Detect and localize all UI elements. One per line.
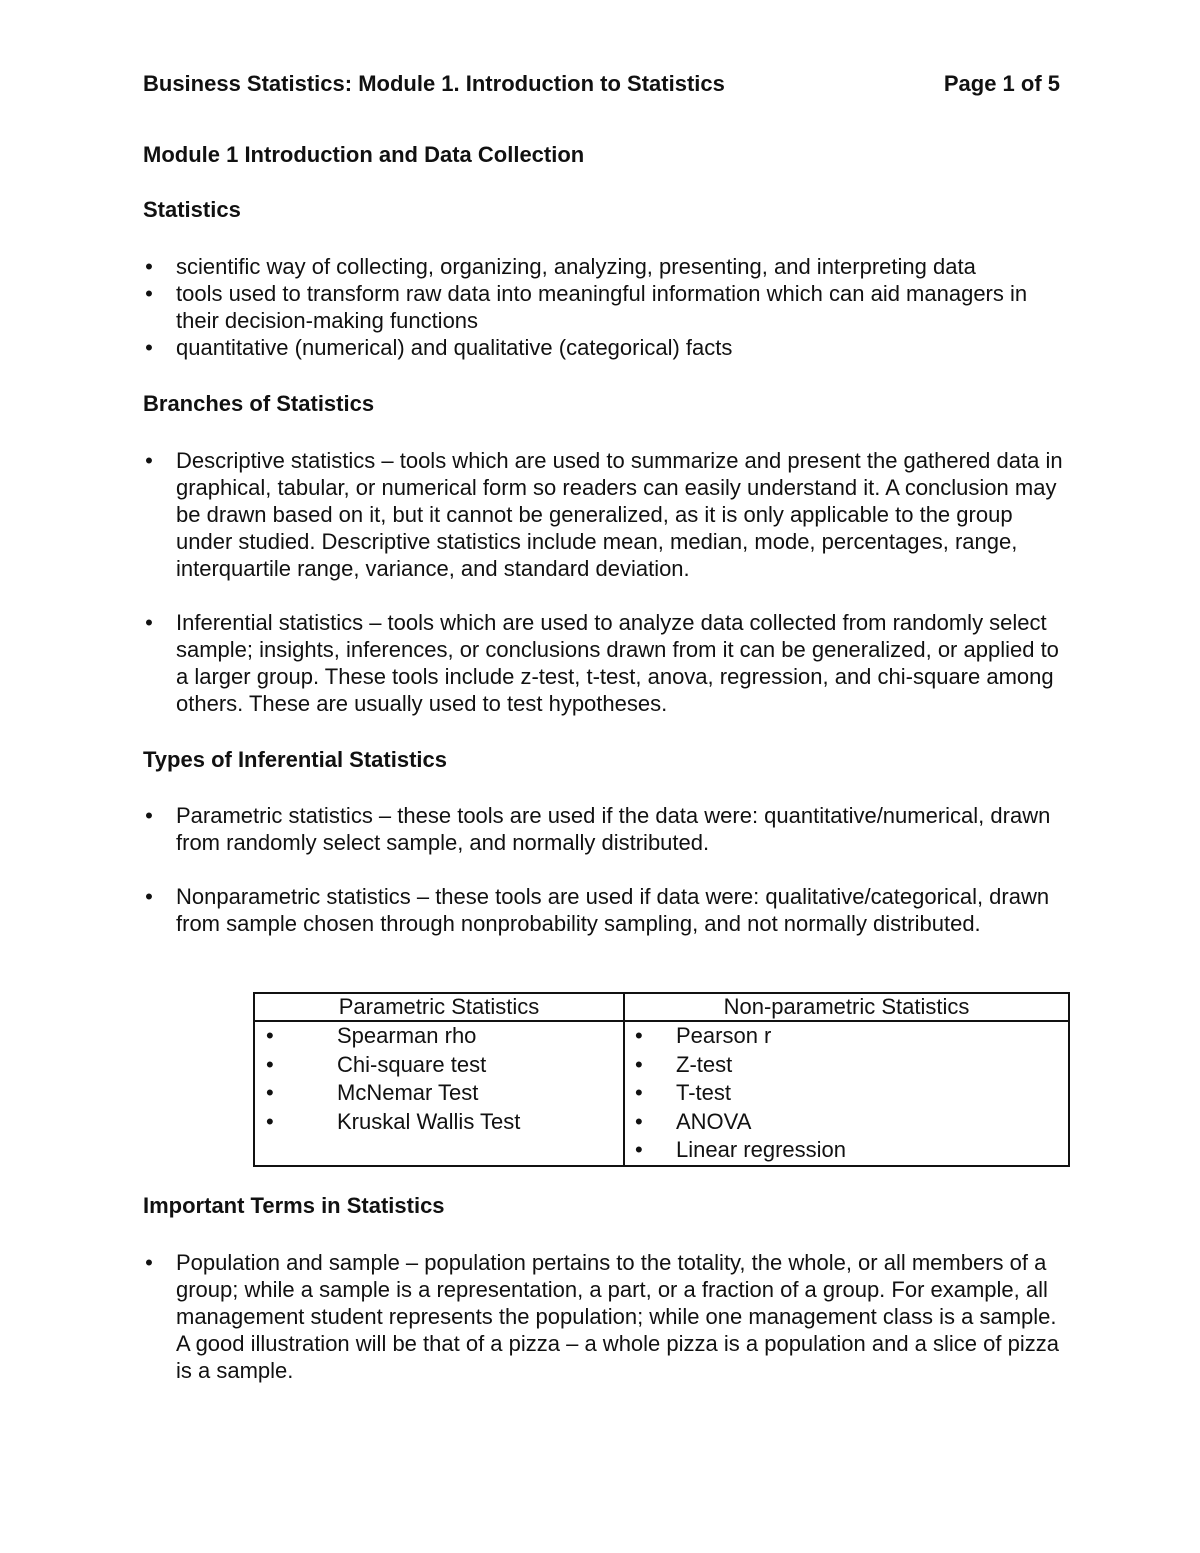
list-item: • Population and sample – population pertains to the totality, the whole, or all members of a group; while a sample is a representation, a part, or a fraction of a group. For example, all management student represents the population; while one management class is a sample. A good illustration will be that of a pizza – a whole pizza is a population and a slice of pizza is a sample. xyxy=(143,1249,1063,1384)
bullet-icon: • xyxy=(635,1051,643,1077)
bullet-icon: • xyxy=(145,803,153,828)
bullet-icon: • xyxy=(145,610,153,635)
branches-list xyxy=(143,447,1063,717)
table-header-row xyxy=(254,993,1069,1021)
statistics-comparison-table xyxy=(253,992,1070,1167)
parametric-cell xyxy=(254,1021,624,1166)
bullet-icon: • xyxy=(145,335,153,360)
list-item: • Linear regression xyxy=(625,1136,1068,1165)
list-item: • McNemar Test xyxy=(255,1079,623,1108)
list-item: • Parametric statistics – these tools are used if the data were: quantitative/numerical, drawn from randomly select sample, and normally distributed. xyxy=(143,802,1063,856)
document-header-title: Business Statistics: Module 1. Introduction to Statistics xyxy=(143,71,725,96)
list-item: • Z-test xyxy=(625,1051,1068,1080)
bullet-icon: • xyxy=(635,1108,643,1134)
list-item: • Spearman rho xyxy=(255,1022,623,1051)
bullet-icon: • xyxy=(145,884,153,909)
page-header xyxy=(143,70,1060,98)
list-item: • Pearson r xyxy=(625,1022,1068,1051)
bullet-icon: • xyxy=(635,1023,643,1048)
list-item: • tools used to transform raw data into meaningful information which can aid managers in their decision-making functions xyxy=(143,280,1063,334)
bullet-icon: • xyxy=(266,1080,274,1105)
bullet-icon: • xyxy=(266,1023,274,1048)
bullet-icon: • xyxy=(145,448,153,473)
list-item: • Chi-square test xyxy=(255,1051,623,1080)
bullet-icon: • xyxy=(266,1051,274,1077)
list-item: • quantitative (numerical) and qualitative (categorical) facts xyxy=(143,334,1063,361)
bullet-icon: • xyxy=(635,1137,643,1162)
list-item: • Inferential statistics – tools which are used to analyze data collected from randomly select sample; insights, inferences, or conclusions drawn from it can be generalized, or applied to a larger group. These tools include z-test, t-test, anova, regression, and chi-square among others. These are usually used to test hypotheses. xyxy=(143,609,1063,717)
list-item: • T-test xyxy=(625,1079,1068,1108)
list-item: • ANOVA xyxy=(625,1108,1068,1137)
bullet-icon: • xyxy=(145,1250,153,1275)
branches-heading: Branches of Statistics xyxy=(143,391,375,416)
nonparametric-cell xyxy=(624,1021,1069,1166)
module-title: Module 1 Introduction and Data Collection xyxy=(143,142,585,167)
list-item: • scientific way of collecting, organizing, analyzing, presenting, and interpreting data xyxy=(143,253,1063,280)
bullet-icon: • xyxy=(145,254,153,279)
types-list xyxy=(143,802,1063,937)
bullet-icon: • xyxy=(145,281,153,306)
table-header-nonparametric: Non-parametric Statistics xyxy=(624,993,1069,1021)
table-header-parametric: Parametric Statistics xyxy=(254,993,624,1021)
list-item: • Nonparametric statistics – these tools are used if data were: qualitative/categorical, drawn from sample chosen through nonprobability sampling, and not normally distributed. xyxy=(143,883,1063,937)
statistics-list xyxy=(143,253,1063,361)
list-item: • Kruskal Wallis Test xyxy=(255,1108,623,1137)
statistics-heading: Statistics xyxy=(143,197,241,222)
bullet-icon: • xyxy=(635,1080,643,1105)
table-row xyxy=(254,1021,1069,1166)
terms-heading: Important Terms in Statistics xyxy=(143,1193,445,1218)
bullet-icon: • xyxy=(266,1108,274,1134)
list-item: • Descriptive statistics – tools which are used to summarize and present the gathered data in graphical, tabular, or numerical form so readers can easily understand it. A conclusion may be drawn based on it, but it cannot be generalized, as it is only applicable to the group under studied. Descriptive statistics include mean, median, mode, percentages, range, interquartile range, variance, and standard deviation. xyxy=(143,447,1063,582)
page-number: Page 1 of 5 xyxy=(943,71,1060,96)
terms-list xyxy=(143,1249,1063,1384)
types-heading: Types of Inferential Statistics xyxy=(143,747,448,772)
